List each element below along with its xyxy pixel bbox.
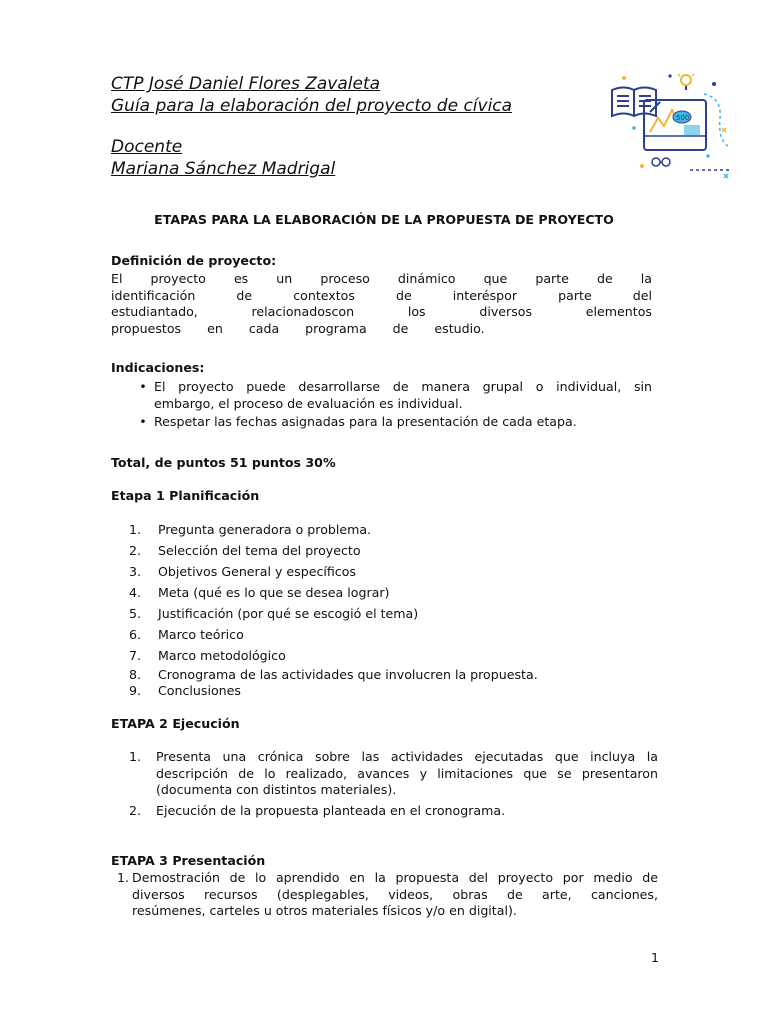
definition-line: propuestos en cada programa de estudio. — [111, 320, 485, 336]
stage2-heading: ETAPA 2 Ejecución — [111, 716, 240, 731]
stage3-list: 1. Demostración de lo aprendido en la propuesta del proyecto por medio de diversos recursos (desplegables, videos, obras de arte, canciones, resúmenes, carteles u otros materiales físicos y/o en digital). — [116, 870, 658, 918]
page-number: 1 — [651, 950, 660, 965]
definition-heading: Definición de proyecto: — [111, 253, 277, 268]
teacher-label: Docente — [111, 137, 183, 157]
teacher-name: Mariana Sánchez Madrigal — [111, 159, 336, 179]
indication-text: El proyecto puede desarrollarse de manera grupal o individual, sin — [154, 379, 652, 394]
school-name: CTP José Daniel Flores Zavaleta — [111, 74, 381, 94]
guide-title: Guía para la elaboración del proyecto de cívica — [111, 96, 513, 116]
stage1-list: 1. Pregunta generadora o problema. 2. Selección del tema del proyecto 3. Objetivos General y específicos 4. Meta (qué es lo que se desea lograr) 5. Justificación (por qué se escogió el tema) 6. Marco teórico 7. Marco metodológico 8. Cronograma de las actividades que involucren la propuesta. 9. Conclusiones — [128, 522, 538, 698]
education-doodle-icon — [604, 70, 734, 182]
indications-heading: Indicaciones: — [111, 360, 205, 375]
section-title: ETAPAS PARA LA ELABORACIÓN DE LA PROPUESTA DE PROYECTO — [154, 212, 614, 227]
definition-line: estudiantado, relacionadoscon los diversos elementos — [111, 304, 652, 319]
indication-text: Respetar las fechas asignadas para la presentación de cada etapa. — [154, 414, 577, 429]
total-points: Total, de puntos 51 puntos 30% — [111, 455, 336, 470]
definition-line: El proyecto es un proceso dinámico que parte de la — [111, 271, 652, 286]
definition-paragraph — [111, 271, 652, 337]
indications-list — [133, 379, 674, 431]
indication-text: embargo, el proceso de evaluación es individual. — [154, 395, 463, 411]
bullet-icon: • — [139, 414, 147, 429]
badge-text: 500 — [676, 114, 690, 122]
stage3-heading: ETAPA 3 Presentación — [111, 853, 266, 868]
definition-line: identificación de contextos de interéspor parte del — [111, 287, 652, 303]
bullet-icon: • — [139, 379, 147, 394]
stage1-heading: Etapa 1 Planificación — [111, 488, 260, 503]
stage2-list: 1. Presenta una crónica sobre las actividades ejecutadas que incluya la descripción de lo realizado, avances y limitaciones que se presentaron (documenta con distintos materiales). 2. Ejecución de la propuesta planteada en el cronograma. — [128, 749, 658, 818]
